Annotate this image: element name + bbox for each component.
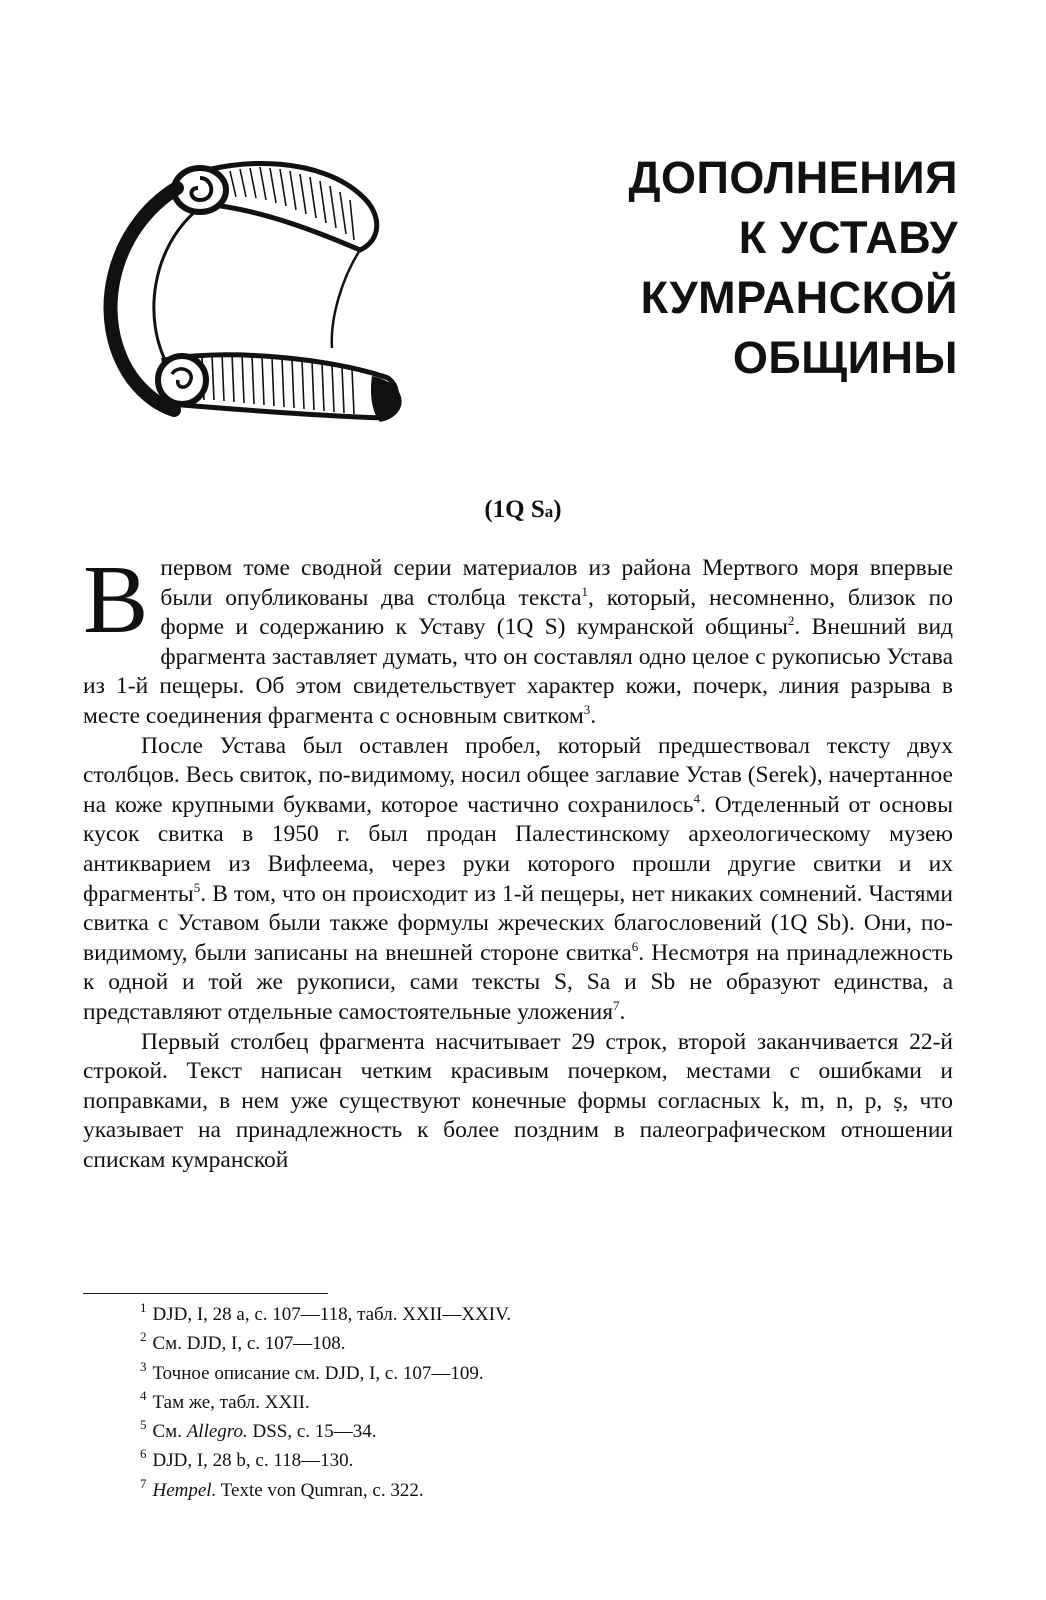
footnote-number: 6 bbox=[140, 1446, 147, 1462]
p2-text-2: . Отделенный от основы кусок свитка в 1950 г. был продан Палестинскому археологическому музею антикварием из Вифлеема, через руки которого прошли другие свитки и их фрагменты bbox=[83, 791, 953, 907]
footnote-ref-4: 4 bbox=[693, 790, 701, 806]
footnote-2 bbox=[140, 1329, 940, 1358]
footnote-author: Allegro. bbox=[186, 1421, 248, 1443]
drop-cap: В bbox=[83, 546, 149, 654]
title-line-3: КУМРАНСКОЙ bbox=[640, 272, 958, 323]
p2-text-1: После Устава был оставлен пробел, который предшествовал тексту двух столбцов. Весь свиток, по-видимому, носил общее заглавие Устав (Serek), начертанное на коже крупными буквами, которое частично сохранилось bbox=[83, 732, 953, 818]
p1-text-4: . bbox=[590, 702, 597, 729]
p2-text-3: . В том, что он происходит из 1-й пещеры, нет никаких сомнений. Частями свитка с Уставом были также формулы жреческих благословений (1Q Sb). Они, по-видимому, были записаны на внешней стороне свитка bbox=[83, 880, 953, 966]
footnote-5 bbox=[140, 1417, 940, 1446]
footnote-ref-6: 6 bbox=[631, 938, 639, 954]
footnote-number: 2 bbox=[140, 1329, 147, 1345]
footnote-1 bbox=[140, 1300, 940, 1329]
footnote-ref-5: 5 bbox=[193, 879, 201, 895]
footnote-text: Точное описание см. DJD, I, с. 107—109. bbox=[152, 1362, 484, 1384]
p1-text-3: . Внешний вид фрагмента заставляет думать, что он составлял одно целое с рукописью Устава из 1-й пещеры. Об этом свидетельствует характер кожи, почерк, линия разрыва в месте соединения фрагмента с основным свитком bbox=[83, 614, 953, 729]
title-line-2: К УСТАВУ bbox=[738, 212, 958, 263]
title-line-1: ДОПОЛНЕНИЯ bbox=[628, 152, 958, 203]
footnote-text: Там же, табл. XXII. bbox=[152, 1391, 310, 1413]
chapter-title bbox=[628, 148, 958, 388]
paragraph-1 bbox=[83, 546, 953, 732]
body-text bbox=[83, 546, 953, 1175]
siglum-main: (1Q S bbox=[484, 496, 545, 523]
siglum-subscript: a bbox=[544, 502, 554, 521]
p1-text-1: первом томе сводной серии материалов из района Мертвого моря впервые были опубликованы два столбца текста bbox=[160, 555, 953, 611]
footnote-number: 4 bbox=[140, 1387, 147, 1403]
siglum-close: ) bbox=[553, 496, 562, 523]
footnote-text: Texte von Qumran, с. 322. bbox=[216, 1479, 424, 1501]
footnote-author: Hempel. bbox=[152, 1479, 217, 1501]
manuscript-siglum bbox=[0, 496, 1046, 524]
footnote-3 bbox=[140, 1359, 940, 1388]
footnote-text: DSS, с. 15—34. bbox=[247, 1421, 377, 1443]
p2-text-5: . bbox=[619, 998, 626, 1025]
footnote-4 bbox=[140, 1388, 940, 1417]
paragraph-2 bbox=[83, 732, 953, 1028]
paragraph-3: Первый столбец фрагмента насчитывает 29 строк, второй заканчивается 22-й строкой. Текст написан четким красивым почерком, местами с ошибками и поправками, в нем уже существуют конечные формы согласных k, m, n, p, ṣ, что указывает на принадлежность к более поздним в палеографическом отношении спискам кумранской bbox=[83, 1028, 953, 1173]
footnote-ref-3: 3 bbox=[583, 701, 591, 717]
footnote-text: См. DJD, I, с. 107—108. bbox=[152, 1333, 346, 1355]
p2-text-4: . Несмотря на принадлежность к одной и той же рукописи, сами тексты S, Sa и Sb не образуют единства, а представляют отдельные самостоятельные уложения bbox=[83, 939, 953, 1025]
p1-text-2: , который, несомненно, близок по форме и содержанию к Уставу (1Q S) кумранской общины bbox=[160, 584, 953, 641]
footnote-text: DJD, I, 28 b, с. 118—130. bbox=[152, 1450, 354, 1472]
footnote-6 bbox=[140, 1446, 940, 1475]
footnotes bbox=[140, 1300, 940, 1505]
footnote-ref-2: 2 bbox=[787, 613, 795, 629]
footnote-ref-7: 7 bbox=[613, 997, 620, 1013]
footnote-number: 7 bbox=[140, 1475, 147, 1491]
footnote-number: 5 bbox=[140, 1417, 147, 1433]
footnote-text: DJD, I, 28 a, с. 107—118, табл. XXII—XXIV. bbox=[152, 1304, 512, 1325]
footnote-prefix: См. bbox=[152, 1421, 187, 1443]
footnote-number: 3 bbox=[140, 1358, 147, 1374]
title-line-4: ОБЩИНЫ bbox=[732, 332, 958, 383]
footnote-7 bbox=[140, 1476, 940, 1505]
footnote-ref-1: 1 bbox=[581, 583, 589, 599]
footnote-divider bbox=[83, 1293, 328, 1294]
scroll-ornament-icon bbox=[92, 148, 412, 438]
footnote-number: 1 bbox=[140, 1300, 147, 1315]
